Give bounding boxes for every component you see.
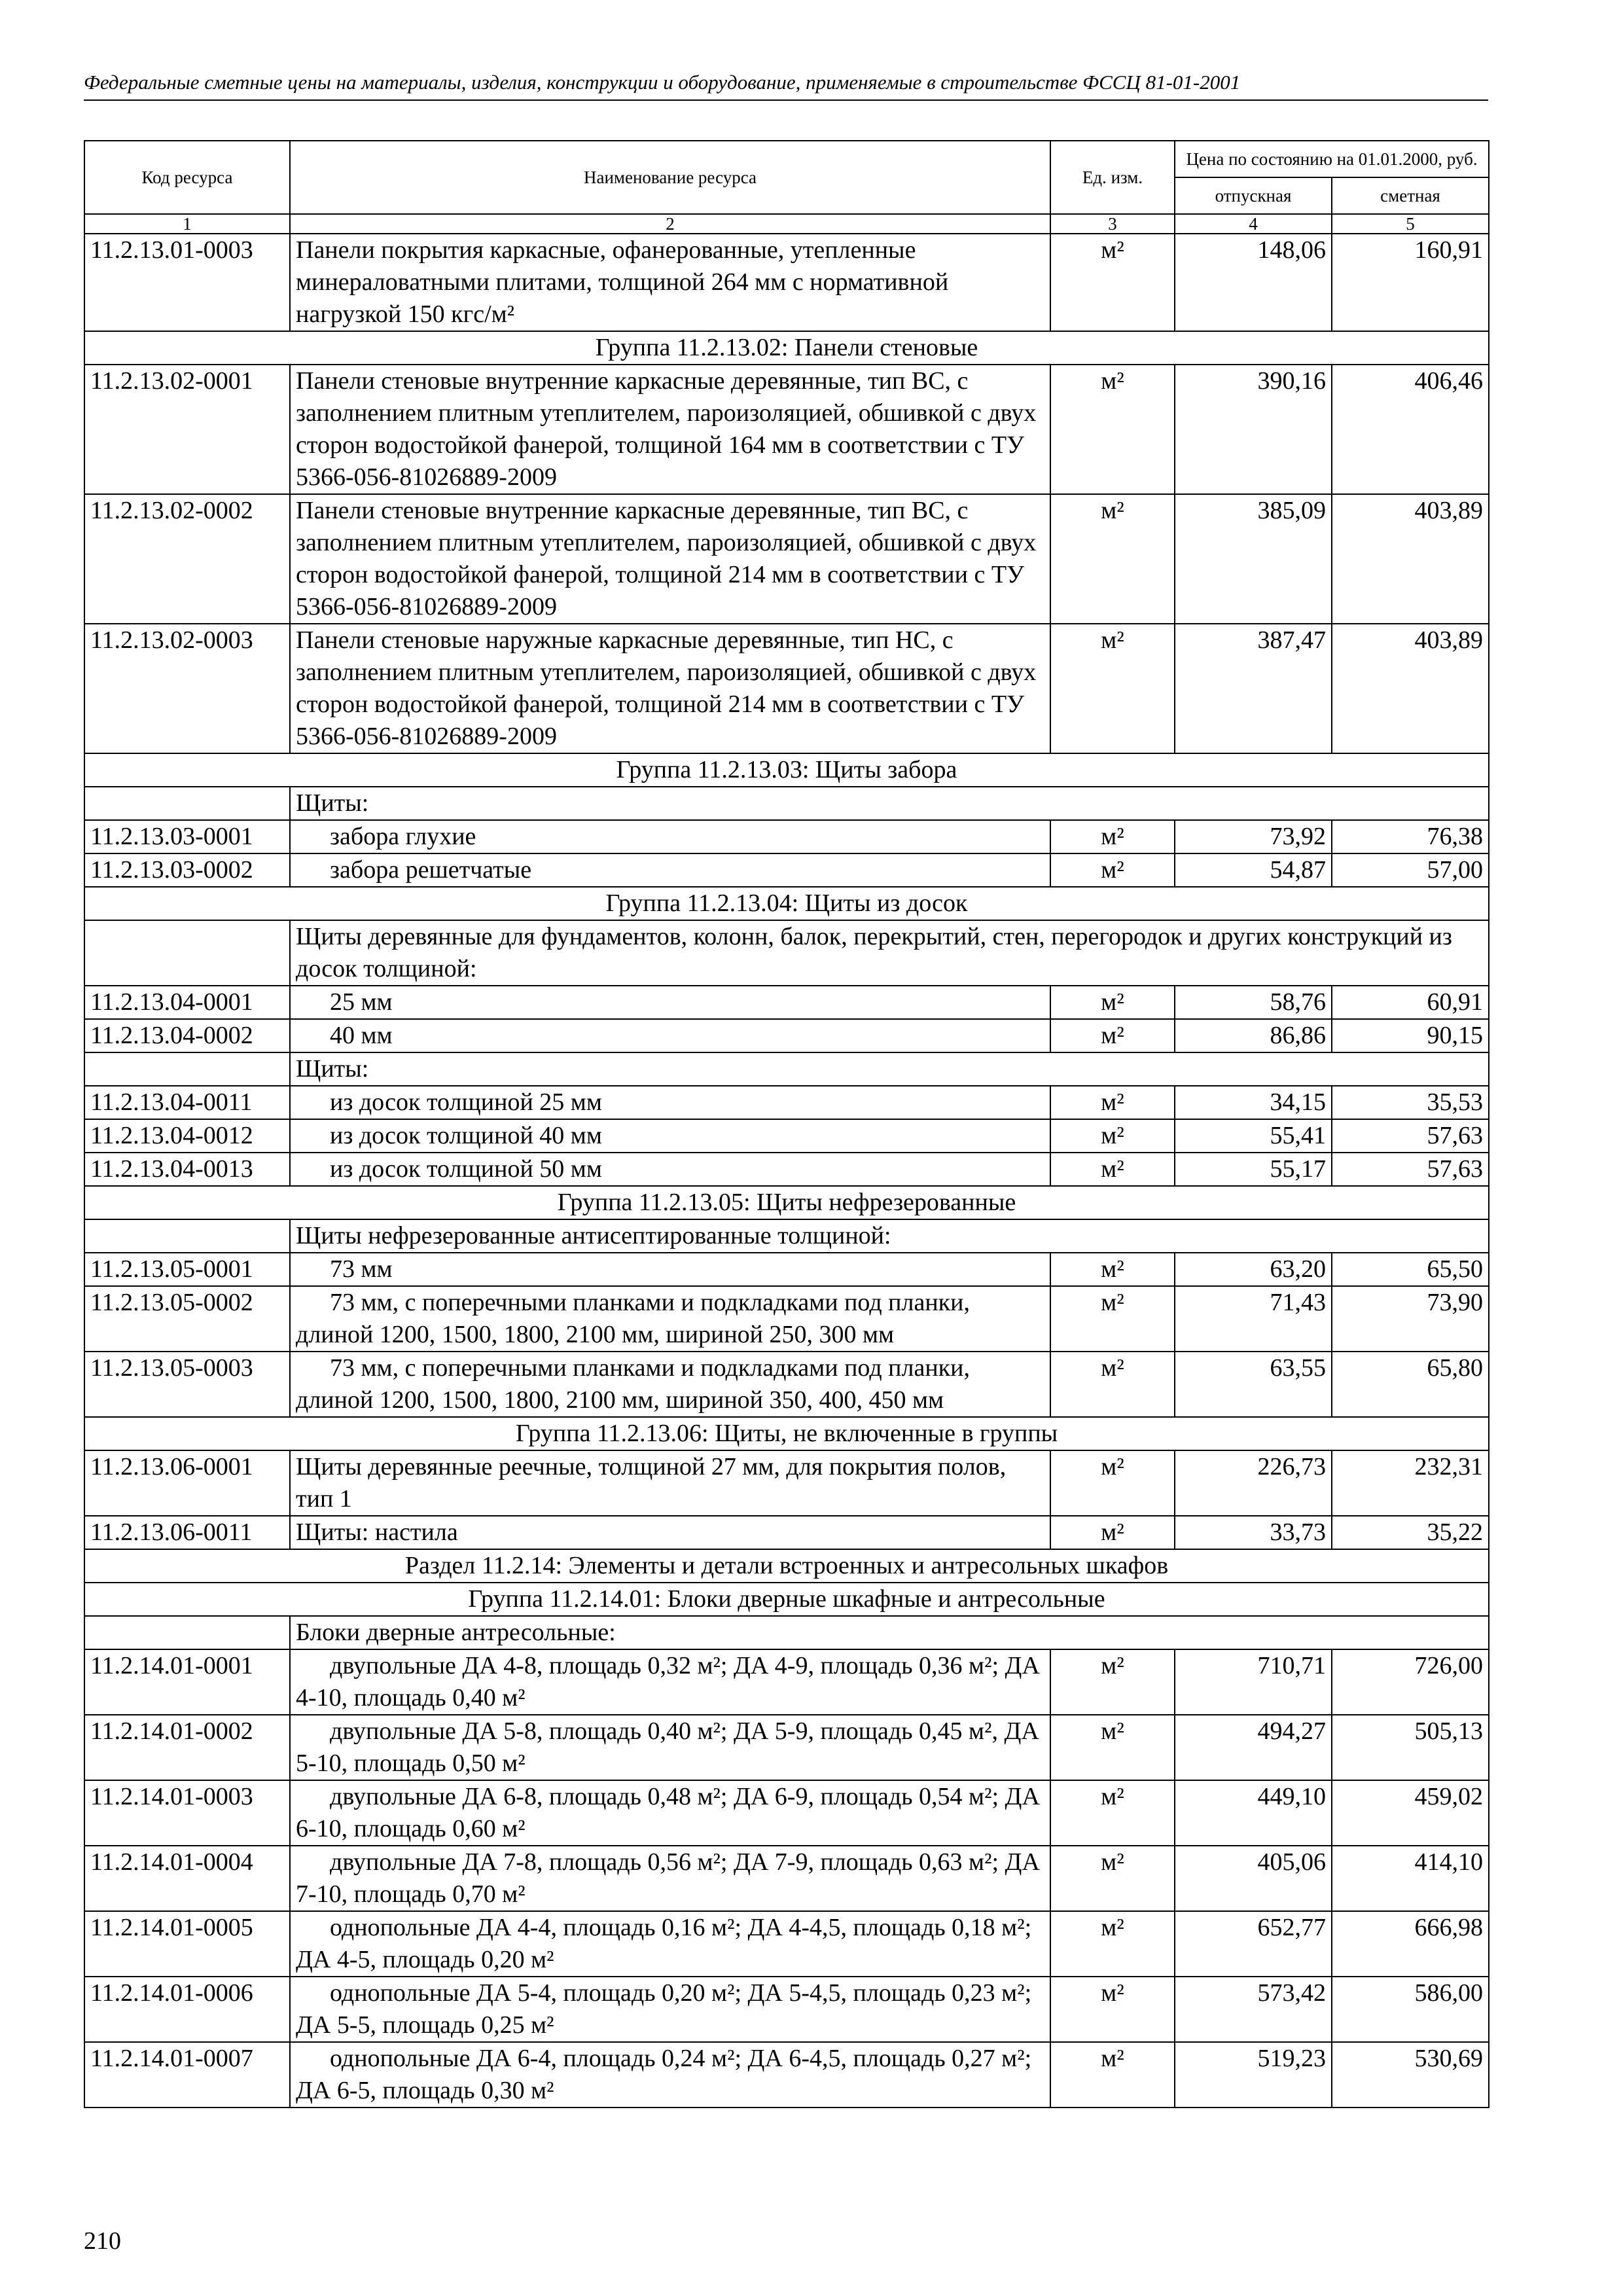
group-title: Группа 11.2.13.05: Щиты нефрезерованные (84, 1186, 1489, 1219)
subheading-row (84, 787, 1489, 820)
unit: м² (1050, 494, 1175, 624)
resource-name-text: двупольные ДА 6-8, площадь 0,48 м²; ДА 6-9, площадь 0,54 м²; ДА 6-10, площадь 0,60 м² (296, 1783, 1040, 1842)
price-estimate: 57,00 (1332, 853, 1489, 887)
resource-name-text: забора глухие (330, 823, 476, 850)
table-row (84, 624, 1489, 753)
col-header-name: Наименование ресурса (290, 141, 1050, 214)
col-number-1: 1 (84, 214, 290, 234)
price-release: 54,87 (1175, 853, 1332, 887)
table-body (84, 234, 1489, 2108)
resource-name-text: двупольные ДА 5-8, площадь 0,40 м²; ДА 5-9, площадь 0,45 м², ДА 5-10, площадь 0,50 м² (296, 1717, 1039, 1777)
resource-name (290, 234, 1050, 331)
unit: м² (1050, 986, 1175, 1019)
resource-name-text: Щиты деревянные реечные, толщиной 27 мм, для покрытия полов, тип 1 (296, 1453, 1007, 1513)
price-release: 63,55 (1175, 1352, 1332, 1417)
resource-name (290, 1780, 1050, 1846)
price-estimate: 90,15 (1332, 1019, 1489, 1052)
unit: м² (1050, 624, 1175, 753)
section-title: Раздел 11.2.14: Элементы и детали встроенных и антресольных шкафов (84, 1549, 1489, 1583)
table-row (84, 1086, 1489, 1119)
col-header-unit: Ед. изм. (1050, 141, 1175, 214)
resource-name-text: однопольные ДА 4-4, площадь 0,16 м²; ДА 4-4,5, площадь 0,18 м²; ДА 4-5, площадь 0,20 м² (296, 1914, 1032, 1973)
table-row (84, 1253, 1489, 1286)
subheading-code-cell (84, 1616, 290, 1649)
table-row (84, 1153, 1489, 1186)
table-row (84, 1780, 1489, 1846)
resource-code: 11.2.14.01-0003 (84, 1780, 290, 1846)
resource-code: 11.2.13.05-0002 (84, 1286, 290, 1352)
unit: м² (1050, 1019, 1175, 1052)
resource-code: 11.2.14.01-0007 (84, 2042, 290, 2108)
table-row (84, 1019, 1489, 1052)
unit: м² (1050, 1153, 1175, 1186)
subheading-code-cell (84, 1219, 290, 1253)
col-number-2: 2 (290, 214, 1050, 234)
unit: м² (1050, 1119, 1175, 1153)
resource-name-text: Панели покрытия каркасные, офанерованные, утепленные минераловатными плитами, толщиной 264 мм с нормативной нагрузкой 150 кгс/м² (296, 236, 949, 328)
table-row (84, 986, 1489, 1019)
unit: м² (1050, 2042, 1175, 2108)
table-row (84, 1846, 1489, 1911)
subheading-text: Щиты нефрезерованные антисептированные толщиной: (290, 1219, 1489, 1253)
price-estimate: 726,00 (1332, 1649, 1489, 1715)
page-number: 210 (84, 2227, 121, 2255)
price-estimate: 160,91 (1332, 234, 1489, 331)
resource-code: 11.2.13.04-0013 (84, 1153, 290, 1186)
resource-code: 11.2.14.01-0004 (84, 1846, 290, 1911)
price-release: 58,76 (1175, 986, 1332, 1019)
price-estimate: 403,89 (1332, 494, 1489, 624)
resource-name (290, 820, 1050, 853)
subheading-text: Щиты: (290, 787, 1489, 820)
table-row (84, 1286, 1489, 1352)
resource-name-text: двупольные ДА 4-8, площадь 0,32 м²; ДА 4-9, площадь 0,36 м²; ДА 4-10, площадь 0,40 м² (296, 1652, 1040, 1712)
unit: м² (1050, 1977, 1175, 2042)
group-row (84, 1417, 1489, 1450)
resource-name (290, 1352, 1050, 1417)
resource-name-text: однопольные ДА 6-4, площадь 0,24 м²; ДА 6-4,5, площадь 0,27 м²; ДА 6-5, площадь 0,30 м² (296, 2045, 1032, 2104)
group-title: Группа 11.2.13.03: Щиты забора (84, 753, 1489, 787)
table-row (84, 1450, 1489, 1516)
price-release: 86,86 (1175, 1019, 1332, 1052)
resource-name (290, 986, 1050, 1019)
table-header (84, 141, 1489, 234)
resource-code: 11.2.13.06-0011 (84, 1516, 290, 1549)
group-row (84, 753, 1489, 787)
resource-name-text: из досок толщиной 40 мм (330, 1122, 602, 1149)
price-estimate: 76,38 (1332, 820, 1489, 853)
col-header-price-estimate: сметная (1332, 177, 1489, 214)
price-release: 34,15 (1175, 1086, 1332, 1119)
table-row (84, 234, 1489, 331)
price-release: 519,23 (1175, 2042, 1332, 2108)
subheading-row (84, 1616, 1489, 1649)
resource-name-text: 40 мм (330, 1022, 393, 1049)
subheading-row (84, 1052, 1489, 1086)
resource-name (290, 624, 1050, 753)
table-row (84, 1977, 1489, 2042)
table-row (84, 1516, 1489, 1549)
price-estimate: 57,63 (1332, 1119, 1489, 1153)
table-row (84, 494, 1489, 624)
resource-name (290, 1019, 1050, 1052)
price-estimate: 35,22 (1332, 1516, 1489, 1549)
unit: м² (1050, 1286, 1175, 1352)
group-title: Группа 11.2.14.01: Блоки дверные шкафные и антресольные (84, 1583, 1489, 1616)
subheading-text: Щиты деревянные для фундаментов, колонн, балок, перекрытий, стен, перегородок и других конструкций из досок толщиной: (290, 920, 1489, 986)
price-estimate: 505,13 (1332, 1715, 1489, 1780)
resource-name-text: 25 мм (330, 988, 393, 1016)
price-estimate: 57,63 (1332, 1153, 1489, 1186)
unit: м² (1050, 1911, 1175, 1977)
resource-name (290, 1153, 1050, 1186)
running-header: Федеральные сметные цены на материалы, изделия, конструкции и оборудование, применяемые в строительстве ФССЦ 81-01-2001 (84, 71, 1488, 101)
unit: м² (1050, 1649, 1175, 1715)
resource-name (290, 853, 1050, 887)
group-row (84, 331, 1489, 365)
table-row (84, 2042, 1489, 2108)
resource-code: 11.2.14.01-0001 (84, 1649, 290, 1715)
price-release: 449,10 (1175, 1780, 1332, 1846)
col-header-price-release: отпускная (1175, 177, 1332, 214)
resource-code: 11.2.13.03-0001 (84, 820, 290, 853)
resource-code: 11.2.14.01-0002 (84, 1715, 290, 1780)
unit: м² (1050, 1352, 1175, 1417)
subheading-text: Блоки дверные антресольные: (290, 1616, 1489, 1649)
unit: м² (1050, 1780, 1175, 1846)
resource-name-text: 73 мм (330, 1255, 393, 1283)
resource-name (290, 2042, 1050, 2108)
group-title: Группа 11.2.13.02: Панели стеновые (84, 331, 1489, 365)
col-header-code: Код ресурса (84, 141, 290, 214)
resource-name-text: двупольные ДА 7-8, площадь 0,56 м²; ДА 7-9, площадь 0,63 м²; ДА 7-10, площадь 0,70 м² (296, 1848, 1040, 1908)
price-release: 63,20 (1175, 1253, 1332, 1286)
price-estimate: 73,90 (1332, 1286, 1489, 1352)
resource-name (290, 1450, 1050, 1516)
price-estimate: 65,80 (1332, 1352, 1489, 1417)
unit: м² (1050, 365, 1175, 494)
resource-name-text: Панели стеновые внутренние каркасные деревянные, тип ВС, с заполнением плитным утеплителем, пароизоляцией, обшивкой с двух сторон водостойкой фанерой, толщиной 164 мм в соответствии с ТУ 5366-056-81026889-2009 (296, 367, 1037, 491)
unit: м² (1050, 1846, 1175, 1911)
subheading-row (84, 920, 1489, 986)
subheading-code-cell (84, 787, 290, 820)
resource-code: 11.2.13.01-0003 (84, 234, 290, 331)
resource-name (290, 1911, 1050, 1977)
resource-name-text: Щиты: настила (296, 1518, 458, 1546)
resource-code: 11.2.13.06-0001 (84, 1450, 290, 1516)
price-estimate: 414,10 (1332, 1846, 1489, 1911)
group-row (84, 887, 1489, 920)
resource-code: 11.2.14.01-0005 (84, 1911, 290, 1977)
group-row (84, 1186, 1489, 1219)
group-row (84, 1583, 1489, 1616)
resource-name-text: Панели стеновые наружные каркасные деревянные, тип НС, с заполнением плитным утеплителем, пароизоляцией, обшивкой с двух сторон водостойкой фанерой, толщиной 214 мм в соответствии с ТУ 5366-056-81026889-2009 (296, 626, 1037, 750)
resource-code: 11.2.13.03-0002 (84, 853, 290, 887)
resource-name (290, 1086, 1050, 1119)
table-row (84, 1119, 1489, 1153)
unit: м² (1050, 853, 1175, 887)
group-title: Группа 11.2.13.04: Щиты из досок (84, 887, 1489, 920)
col-number-3: 3 (1050, 214, 1175, 234)
unit: м² (1050, 1086, 1175, 1119)
unit: м² (1050, 1450, 1175, 1516)
price-estimate: 530,69 (1332, 2042, 1489, 2108)
price-estimate: 60,91 (1332, 986, 1489, 1019)
price-estimate: 666,98 (1332, 1911, 1489, 1977)
table-row (84, 820, 1489, 853)
resource-code: 11.2.13.04-0001 (84, 986, 290, 1019)
resource-name (290, 365, 1050, 494)
subheading-row (84, 1219, 1489, 1253)
resource-name (290, 1253, 1050, 1286)
resource-name-text: однопольные ДА 5-4, площадь 0,20 м²; ДА 5-4,5, площадь 0,23 м²; ДА 5-5, площадь 0,25 м² (296, 1979, 1032, 2039)
resource-code: 11.2.13.02-0001 (84, 365, 290, 494)
table-row (84, 365, 1489, 494)
price-release: 226,73 (1175, 1450, 1332, 1516)
resource-code: 11.2.13.02-0002 (84, 494, 290, 624)
unit: м² (1050, 1253, 1175, 1286)
price-release: 73,92 (1175, 820, 1332, 853)
price-release: 390,16 (1175, 365, 1332, 494)
price-release: 71,43 (1175, 1286, 1332, 1352)
group-title: Группа 11.2.13.06: Щиты, не включенные в группы (84, 1417, 1489, 1450)
price-estimate: 232,31 (1332, 1450, 1489, 1516)
price-estimate: 35,53 (1332, 1086, 1489, 1119)
col-header-price: Цена по состоянию на 01.01.2000, руб. (1175, 141, 1489, 177)
price-release: 385,09 (1175, 494, 1332, 624)
unit: м² (1050, 234, 1175, 331)
resource-name (290, 1715, 1050, 1780)
price-release: 710,71 (1175, 1649, 1332, 1715)
col-number-4: 4 (1175, 214, 1332, 234)
resource-name-text: забора решетчатые (330, 856, 532, 884)
resource-code: 11.2.13.04-0012 (84, 1119, 290, 1153)
subheading-code-cell (84, 1052, 290, 1086)
price-estimate: 406,46 (1332, 365, 1489, 494)
price-release: 494,27 (1175, 1715, 1332, 1780)
table-row (84, 1715, 1489, 1780)
price-estimate: 586,00 (1332, 1977, 1489, 2042)
resource-name (290, 494, 1050, 624)
resource-code: 11.2.13.05-0003 (84, 1352, 290, 1417)
table-row (84, 853, 1489, 887)
price-release: 55,41 (1175, 1119, 1332, 1153)
resource-name-text: 73 мм, с поперечными планками и подкладками под планки, длиной 1200, 1500, 1800, 2100 мм, шириной 250, 300 мм (296, 1289, 970, 1348)
resource-name (290, 1846, 1050, 1911)
resource-name-text: 73 мм, с поперечными планками и подкладками под планки, длиной 1200, 1500, 1800, 2100 мм, шириной 350, 400, 450 мм (296, 1354, 970, 1414)
resource-name-text: из досок толщиной 25 мм (330, 1088, 602, 1116)
resource-name-text: из досок толщиной 50 мм (330, 1155, 602, 1183)
resource-name (290, 1977, 1050, 2042)
table-row (84, 1352, 1489, 1417)
resource-code: 11.2.14.01-0006 (84, 1977, 290, 2042)
resource-name (290, 1286, 1050, 1352)
resource-name (290, 1649, 1050, 1715)
price-release: 148,06 (1175, 234, 1332, 331)
price-estimate: 459,02 (1332, 1780, 1489, 1846)
price-release: 405,06 (1175, 1846, 1332, 1911)
subheading-text: Щиты: (290, 1052, 1489, 1086)
resource-code: 11.2.13.04-0011 (84, 1086, 290, 1119)
price-estimate: 65,50 (1332, 1253, 1489, 1286)
resource-name (290, 1119, 1050, 1153)
resource-name (290, 1516, 1050, 1549)
price-estimate: 403,89 (1332, 624, 1489, 753)
section-row (84, 1549, 1489, 1583)
unit: м² (1050, 1715, 1175, 1780)
col-number-5: 5 (1332, 214, 1489, 234)
resource-code: 11.2.13.04-0002 (84, 1019, 290, 1052)
price-release: 387,47 (1175, 624, 1332, 753)
price-release: 573,42 (1175, 1977, 1332, 2042)
subheading-code-cell (84, 920, 290, 986)
resource-code: 11.2.13.05-0001 (84, 1253, 290, 1286)
price-release: 55,17 (1175, 1153, 1332, 1186)
price-release: 33,73 (1175, 1516, 1332, 1549)
table-row (84, 1649, 1489, 1715)
unit: м² (1050, 820, 1175, 853)
resource-code: 11.2.13.02-0003 (84, 624, 290, 753)
price-release: 652,77 (1175, 1911, 1332, 1977)
unit: м² (1050, 1516, 1175, 1549)
resource-name-text: Панели стеновые внутренние каркасные деревянные, тип ВС, с заполнением плитным утеплителем, пароизоляцией, обшивкой с двух сторон водостойкой фанерой, толщиной 214 мм в соответствии с ТУ 5366-056-81026889-2009 (296, 497, 1037, 620)
table-row (84, 1911, 1489, 1977)
price-table (84, 140, 1489, 2108)
